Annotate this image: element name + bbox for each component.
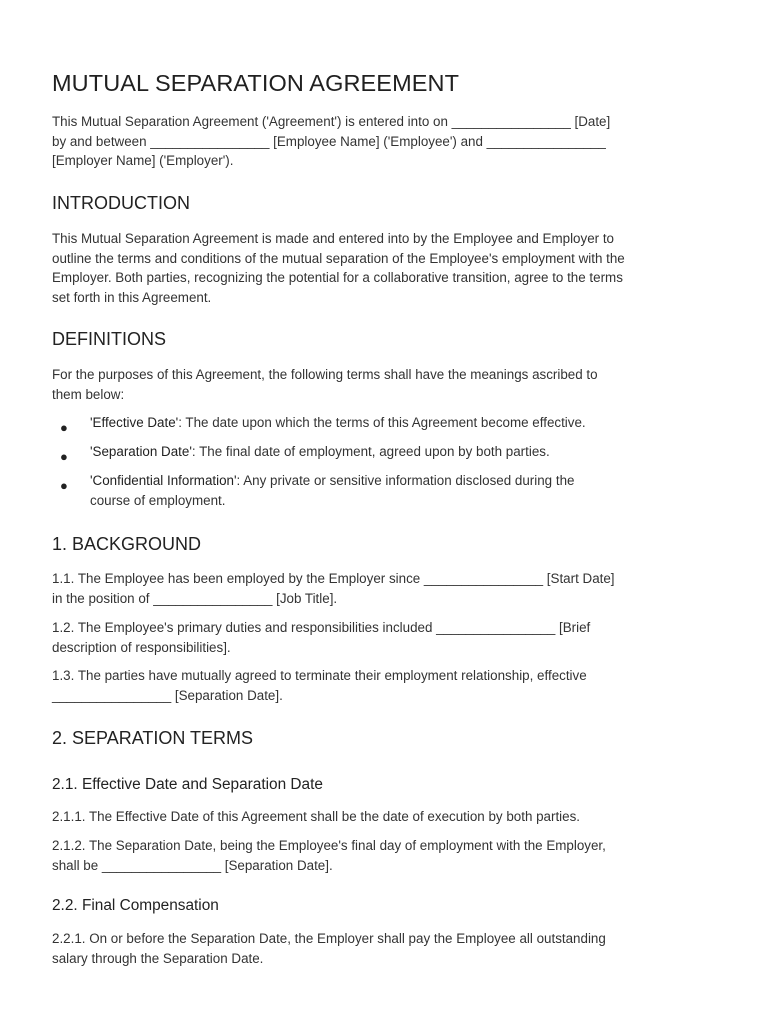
definition-description: : The date upon which the terms of this Agreement become effective. xyxy=(178,415,586,430)
introduction-heading: INTRODUCTION xyxy=(52,193,190,213)
intro-line: [Employer Name] ('Employer'). xyxy=(52,153,234,169)
background-line: in the position of ________________ [Job Title]. xyxy=(52,590,338,606)
effective-date-paragraph-1 xyxy=(52,807,720,827)
introduction-line: set forth in this Agreement. xyxy=(52,289,212,305)
effective-date-subheading: 2.1. Effective Date and Separation Date xyxy=(52,776,323,793)
intro-line: by and between ________________ [Employee Name] ('Employee') and ________________ xyxy=(52,133,606,149)
intro-paragraph xyxy=(52,112,720,171)
definition-term: 'Effective Date' xyxy=(90,415,179,430)
background-line: 1.1. The Employee has been employed by the Employer since ________________ [Start Date] xyxy=(52,571,615,586)
background-line: description of responsibilities]. xyxy=(52,639,231,655)
background-line: 1.2. The Employee's primary duties and responsibilities included ________________ [Brief xyxy=(52,620,591,635)
background-line: 1.3. The parties have mutually agreed to terminate their employment relationship, effective xyxy=(52,668,587,683)
bullet-icon: ● xyxy=(60,478,68,493)
introduction-line: Employer. Both parties, recognizing the potential for a collaborative transition, agree to the terms xyxy=(52,270,623,286)
final-compensation-paragraph xyxy=(52,929,720,968)
definitions-paragraph xyxy=(52,365,720,404)
definition-description-continued: course of employment. xyxy=(90,492,226,508)
background-paragraph-3 xyxy=(52,666,720,705)
definition-text xyxy=(90,471,690,510)
definition-text xyxy=(90,413,690,433)
introduction-paragraph xyxy=(52,229,720,307)
effective-date-paragraph-2 xyxy=(52,836,720,875)
introduction-line: outline the terms and conditions of the mutual separation of the Employee's employment with the xyxy=(52,250,625,266)
definition-text xyxy=(90,442,690,462)
definition-term: 'Separation Date' xyxy=(90,444,192,459)
definition-description: : The final date of employment, agreed upon by both parties. xyxy=(191,444,550,459)
introduction-line: This Mutual Separation Agreement is made and entered into by the Employee and Employer to xyxy=(52,231,614,246)
terms-line: salary through the Separation Date. xyxy=(52,950,264,966)
separation-terms-heading: 2. SEPARATION TERMS xyxy=(52,728,254,748)
definition-term: 'Confidential Information' xyxy=(90,473,237,488)
background-paragraph-2 xyxy=(52,618,720,657)
definitions-line: them below: xyxy=(52,386,125,402)
document-title: MUTUAL SEPARATION AGREEMENT xyxy=(52,70,460,96)
background-heading: 1. BACKGROUND xyxy=(52,534,202,554)
terms-line: 2.1.1. The Effective Date of this Agreement shall be the date of execution by both parties. xyxy=(52,809,581,824)
intro-line: This Mutual Separation Agreement ('Agreement') is entered into on ________________ [Date] xyxy=(52,114,611,129)
background-paragraph-1 xyxy=(52,569,720,608)
definition-description: : Any private or sensitive information disclosed during the xyxy=(236,473,575,488)
bullet-icon: ● xyxy=(60,449,68,464)
terms-line: shall be ________________ [Separation Date]. xyxy=(52,857,333,873)
definitions-heading: DEFINITIONS xyxy=(52,329,167,349)
definitions-line: For the purposes of this Agreement, the following terms shall have the meanings ascribed to xyxy=(52,367,598,382)
terms-line: 2.2.1. On or before the Separation Date, the Employer shall pay the Employee all outstanding xyxy=(52,931,606,946)
final-compensation-subheading: 2.2. Final Compensation xyxy=(52,897,219,914)
terms-line: 2.1.2. The Separation Date, being the Employee's final day of employment with the Employer, xyxy=(52,838,606,853)
background-line: ________________ [Separation Date]. xyxy=(52,687,283,703)
bullet-icon: ● xyxy=(60,420,68,435)
